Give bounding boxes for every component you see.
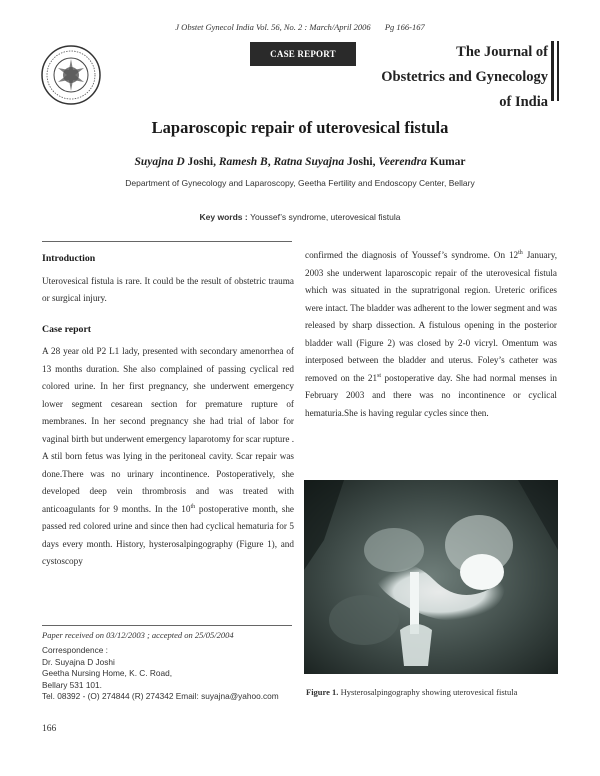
author-given: Ratna Suyajna — [273, 156, 345, 168]
journal-bar-thick — [551, 41, 554, 101]
keywords: Key words : Youssef’s syndrome, uterovesical fistula — [199, 212, 401, 222]
right-text: confirmed the diagnosis of Youssef’s syndrome. On 12th January, 2003 she underwent laparoscopic repair of the uterovesical fistula which was situated in the supratrigonal region. Ureteric orifices were intact. The bladder was adherent to the lower segment and was released by sharp dissection. A fistulous opening in the posterior bladder wall (Figure 2) was closed by 2-0 vicryl. Omentum was interposed between the bladder and uterus. Foley’s catheter was removed on the 21st postoperative day. She had normal menses in February 2003 and there was no incontinence or cyclical hematuria.She is having regular cycles since then. — [305, 249, 557, 418]
divider — [42, 241, 292, 242]
journal-bar-thin — [557, 41, 559, 101]
figure-caption-text: Hysterosalpingography showing uterovesical fistula — [340, 687, 518, 697]
author-family: Joshi — [346, 156, 373, 168]
running-header — [0, 22, 600, 32]
keywords-text: Youssef’s syndrome, uterovesical fistula — [250, 212, 401, 222]
case-text: A 28 year old P2 L1 lady, presented with secondary amenorrhea of 13 months duration. She also complained of passing cyclical red colored urine. In her first pregnancy, she underwent emergency lower segment cesarean section for premature rupture of membranes. In her second pregnancy she had trial of labor for vaginal birth but underwent emergency laparotomy for scar rupture . A stil born fetus was lying in the peritoneal cavity. Scar repair was done.There was no urinary incontinence. Postoperatively, she developed deep vein thrombrosis and was treated with anticoagulants for 9 months. In the 10th postoperative month, she passed red colored urine and since then had cyclical hematuria for 5 days every month. History, hysterosalpingography (Figure 1), and cystoscopy — [42, 346, 294, 566]
author-family: Joshi — [187, 156, 214, 168]
author-family: Kumar — [429, 156, 466, 168]
intro-heading: Introduction — [42, 253, 96, 264]
author-given: Veerendra — [378, 156, 427, 168]
author-given: Ramesh B — [218, 156, 268, 168]
corr-label: Correspondence : — [42, 645, 108, 655]
footnote-divider — [42, 625, 292, 626]
journal-line-1: The Journal of — [456, 44, 548, 60]
left-column — [42, 250, 294, 571]
case-report-badge: CASE REPORT — [250, 42, 356, 66]
author-given: Suyajna D — [134, 156, 185, 168]
correspondence — [42, 645, 279, 703]
figure-caption — [306, 687, 517, 697]
article-title: Laparoscopic repair of uterovesical fistula — [151, 118, 449, 137]
hysterosalpingography-image — [304, 480, 558, 674]
corr-line: Tel. 08392 - (O) 274844 (R) 274342 Email: suyajna@yahoo.com — [42, 691, 279, 701]
page-range: Pg 166-167 — [384, 22, 425, 32]
intro-text: Uterovesical fistula is rare. It could be the result of obstetric trauma or surgical injury. — [42, 275, 294, 303]
received-date: Paper received on 03/12/2003 ; accepted on 25/05/2004 — [42, 630, 234, 640]
corr-line: Dr. Suyajna D Joshi — [42, 656, 115, 667]
journal-seal-logo — [40, 44, 102, 106]
corr-line: Bellary 531 101. — [42, 679, 102, 690]
journal-line-2: Obstetrics and Gynecology — [381, 69, 548, 85]
corr-line: Geetha Nursing Home, K. C. Road, — [42, 668, 173, 678]
author-list: Suyajna D Joshi, Ramesh B, Ratna Suyajna Joshi, Veerendra Kumar — [134, 156, 466, 168]
affiliation: Department of Gynecology and Laparoscopy, Geetha Fertility and Endoscopy Center, Bellary — [125, 178, 475, 188]
case-heading: Case report — [42, 323, 92, 335]
journal-line-3: of India — [499, 94, 548, 110]
citation: J Obstet Gynecol India Vol. 56, No. 2 : March/April 2006 — [175, 22, 371, 32]
keywords-label: Key words — [199, 212, 243, 222]
journal-name — [381, 40, 548, 115]
page-number: 166 — [42, 724, 57, 734]
right-column — [305, 247, 557, 422]
figure-label: Figure 1. — [306, 687, 339, 697]
